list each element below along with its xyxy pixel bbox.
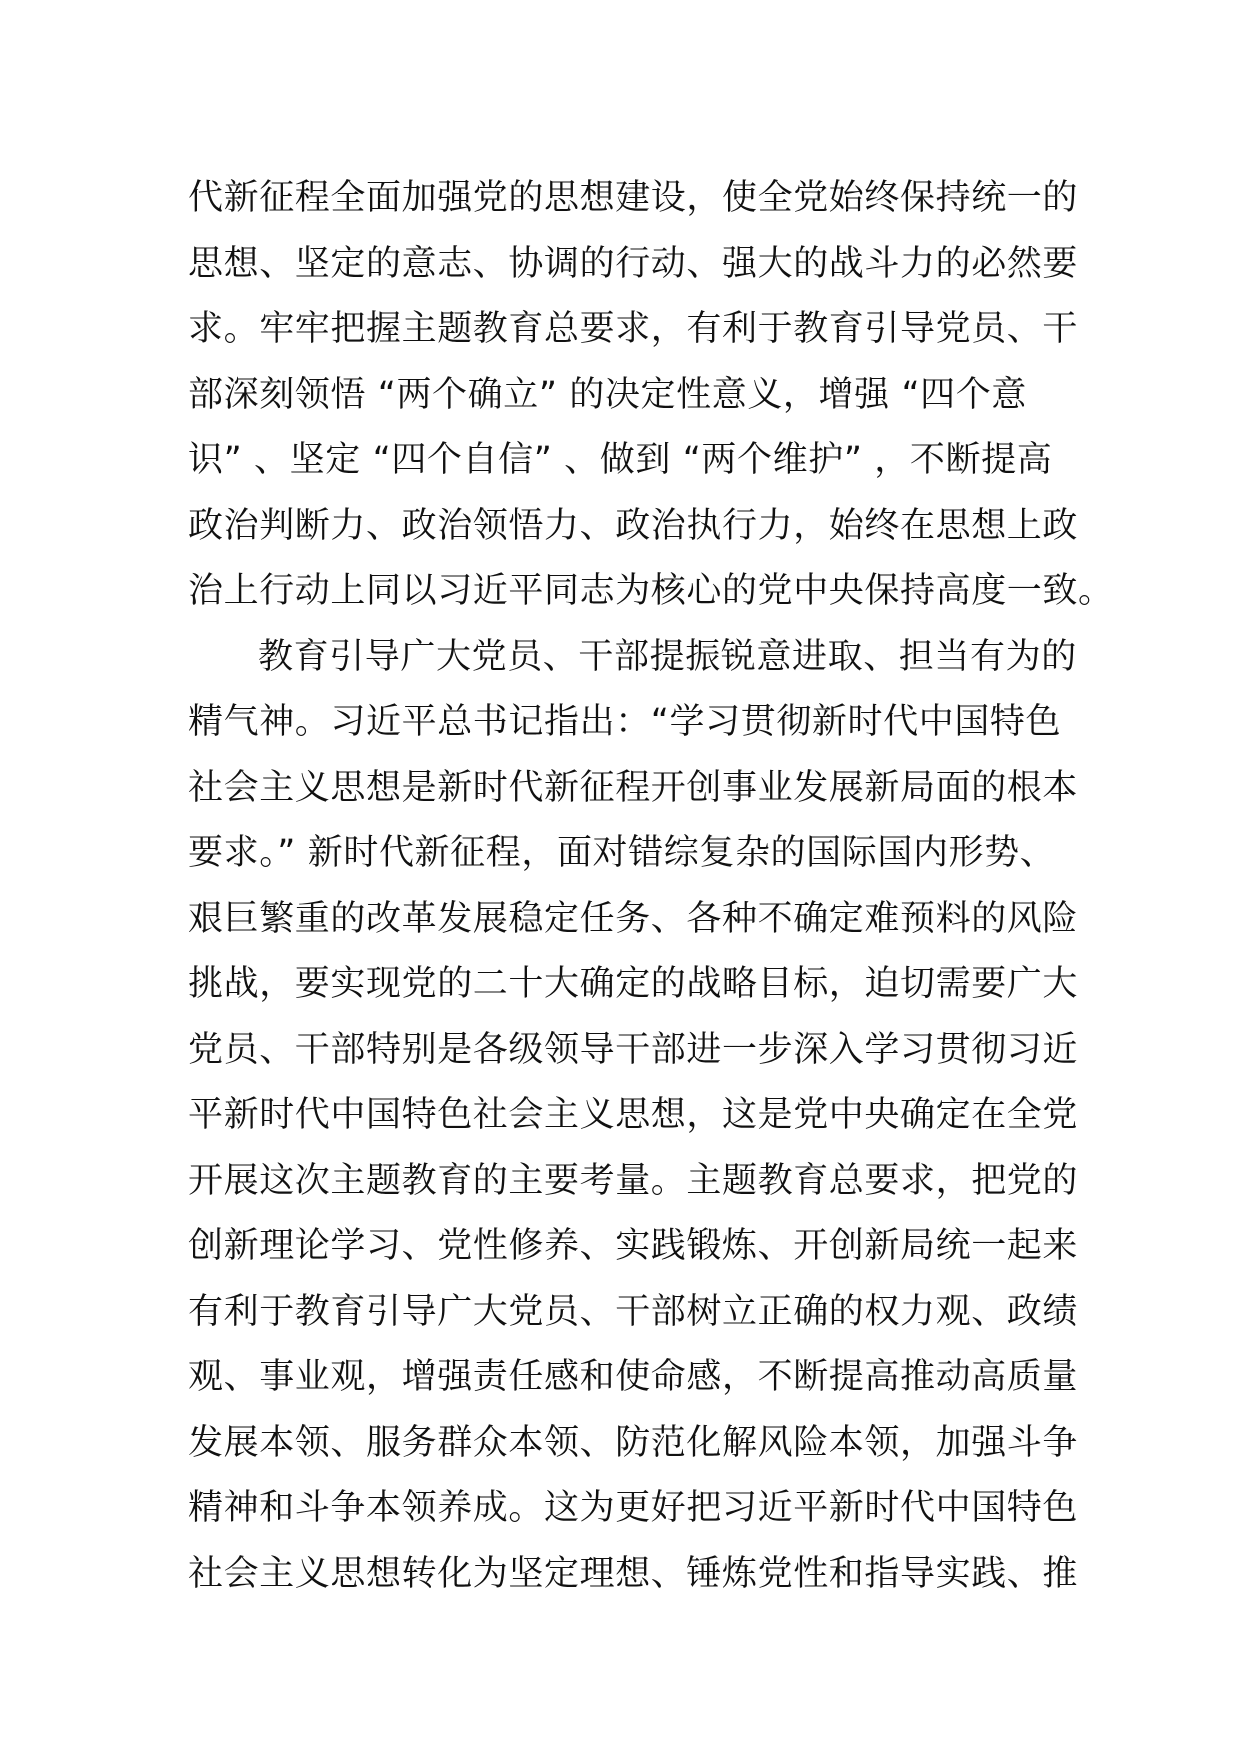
body-text: [188, 166, 1114, 1607]
text-line: 发展本领、服务群众本领、防范化解风险本领，加强斗争: [188, 1422, 1079, 1463]
text-line: 有利于教育引导广大党员、干部树立正确的权力观、政绩: [188, 1291, 1079, 1332]
text-line: 代新征程全面加强党的思想建设，使全党始终保持统一的: [188, 178, 1079, 218]
text-line: 开展这次主题教育的主要考量。主题教育总要求，把党的: [188, 1160, 1079, 1201]
text-line: 挑战，要实现党的二十大确定的战略目标，迫切需要广大: [188, 964, 1079, 1004]
text-line: 观、事业观，增强责任感和使命感，不断提高推动高质量: [188, 1357, 1079, 1397]
text-line: 平新时代中国特色社会主义思想，这是党中央确定在全党: [188, 1095, 1079, 1135]
text-line: 部深刻领悟 “两个确立” 的决定性意义，增强 “四个意: [188, 374, 1027, 415]
text-line: 思想、坚定的意志、协调的行动、强大的战斗力的必然要: [188, 243, 1079, 284]
text-line: 社会主义思想转化为坚定理想、锤炼党性和指导实践、推: [188, 1553, 1079, 1594]
text-line: 治上行动上同以习近平同志为核心的党中央保持高度一致。: [188, 571, 1114, 611]
text-line: 求。牢牢把握主题教育总要求，有利于教育引导党员、干: [188, 309, 1079, 349]
text-line: 识” 、坚定 “四个自信” 、做到 “两个维护” ，不断提高: [188, 440, 1053, 480]
text-line: 精神和斗争本领养成。这为更好把习近平新时代中国特色: [188, 1488, 1079, 1528]
text-line: 精气神。习近平总书记指出：“学习贯彻新时代中国特色: [188, 702, 1062, 742]
text-line: 社会主义思想是新时代新征程开创事业发展新局面的根本: [188, 767, 1079, 808]
text-line: 创新理论学习、党性修养、实践锻炼、开创新局统一起来: [188, 1226, 1079, 1266]
text-line: 要求。” 新时代新征程，面对错综复杂的国际国内形势、: [188, 833, 1056, 873]
text-line: 艰巨繁重的改革发展稳定任务、各种不确定难预料的风险: [188, 898, 1079, 939]
text-line: 政治判断力、政治领悟力、政治执行力，始终在思想上政: [188, 505, 1079, 546]
paragraph-first-line: 教育引导广大党员、干部提振锐意进取、担当有为的: [258, 636, 1077, 677]
text-line: 党员、干部特别是各级领导干部进一步深入学习贯彻习近: [188, 1029, 1079, 1070]
